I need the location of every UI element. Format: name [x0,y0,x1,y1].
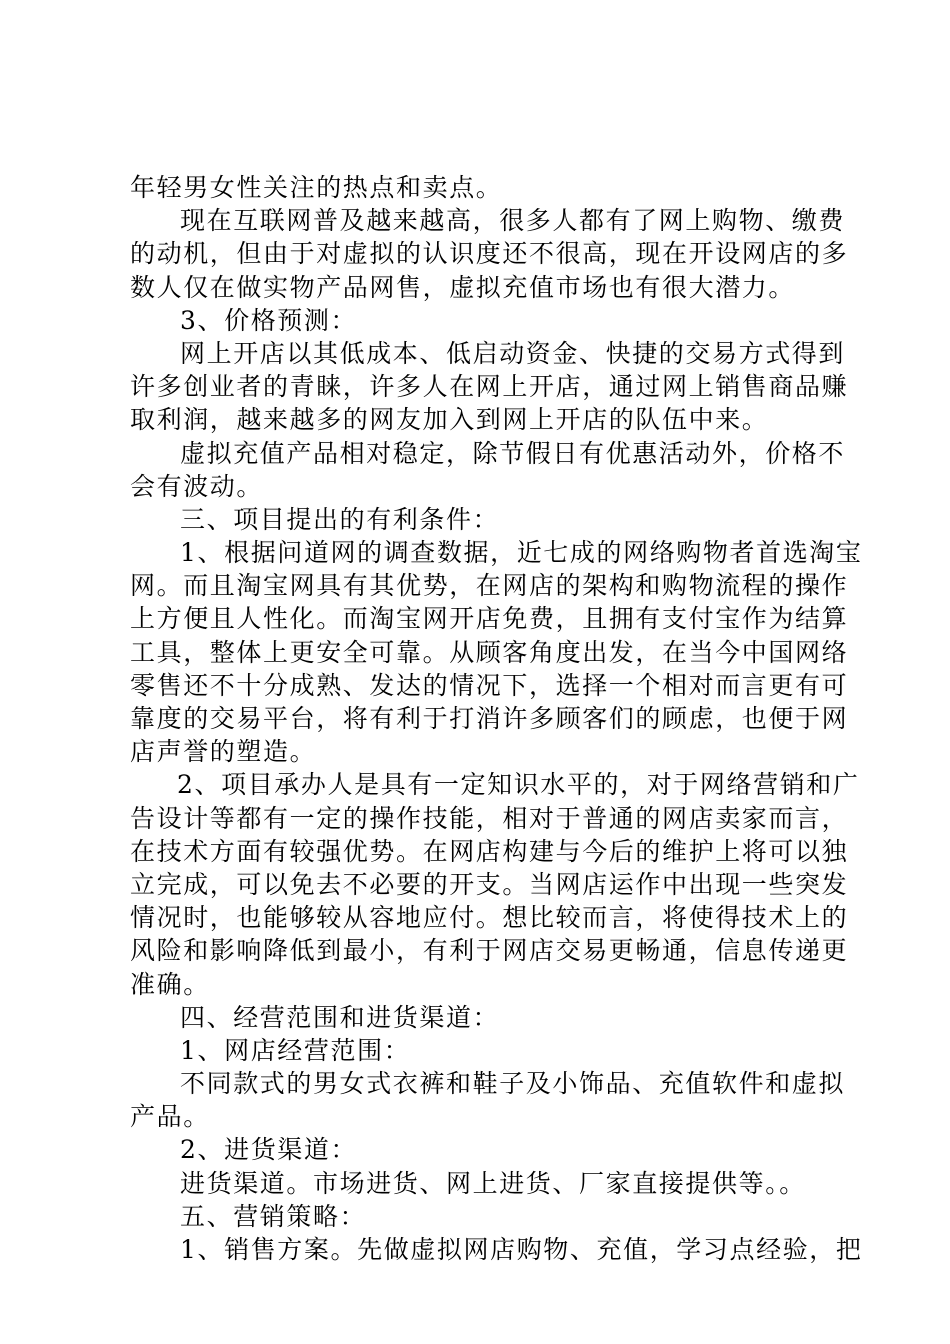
paragraph-line: 的动机，但由于对虚拟的认识度还不很高，现在开设网店的多 [130,239,849,269]
paragraph-line: 许多创业者的青睐，许多人在网上开店，通过网上销售商品赚 [130,372,849,402]
paragraph-line: 取利润，越来越多的网友加入到网上开店的队伍中来。 [130,405,769,435]
paragraph-line: 1、销售方案。先做虚拟网店购物、充值，学习点经验，把 [180,1235,863,1264]
paragraph-line: 2、项目承办人是具有一定知识水平的，对于网络营销和广 [177,770,860,800]
section-heading: 三、项目提出的有利条件： [180,504,500,534]
section-heading: 五、营销策略： [180,1201,367,1231]
paragraph-line: 工具，整体上更安全可靠。从顾客角度出发，在当今中国网络 [130,637,849,667]
paragraph-line: 店声誉的塑造。 [130,737,317,767]
paragraph-line: 零售还不十分成熟、发达的情况下，选择一个相对而言更有可 [130,670,849,700]
paragraph-line: 告设计等都有一定的操作技能，相对于普通的网店卖家而言， [130,803,849,833]
paragraph-line: 情况时，也能够较从容地应付。想比较而言，将使得技术上的 [130,903,849,933]
paragraph-line: 网。而且淘宝网具有其优势，在网店的架构和购物流程的操作 [130,571,849,601]
paragraph-line: 不同款式的男女式衣裤和鞋子及小饰品、充值软件和虚拟 [180,1069,846,1099]
paragraph-line: 进货渠道。市场进货、网上进货、厂家直接提供等。。 [180,1168,806,1198]
paragraph-line: 现在互联网普及越来越高，很多人都有了网上购物、缴费 [180,206,846,236]
paragraph-line: 数人仅在做实物产品网售，虚拟充值市场也有很大潜力。 [130,272,796,302]
paragraph-line: 靠度的交易平台，将有利于打消许多顾客们的顾虑，也便于网 [130,704,849,733]
paragraph-line: 风险和影响降低到最小，有利于网店交易更畅通，信息传递更 [130,936,849,966]
paragraph-line: 虚拟充值产品相对稳定，除节假日有优惠活动外，价格不 [180,438,846,468]
paragraph-line: 立完成，可以免去不必要的开支。当网店运作中出现一些突发 [130,869,849,899]
section-heading: 四、经营范围和进货渠道： [180,1002,500,1032]
paragraph-line: 上方便且人性化。而淘宝网开店免费，且拥有支付宝作为结算 [130,604,849,634]
subsection-heading: 1、网店经营范围： [180,1035,411,1065]
section-heading: 3、价格预测： [180,305,358,335]
paragraph-line: 1、根据问道网的调查数据，近七成的网络购物者首选淘宝 [180,538,863,568]
paragraph-line: 在技术方面有较强优势。在网店构建与今后的维护上将可以独 [130,836,849,866]
subsection-heading: 2、进货渠道： [180,1135,358,1165]
document-body [130,171,863,1266]
paragraph-line: 年轻男女性关注的热点和卖点。 [130,173,503,202]
paragraph-line: 网上开店以其低成本、低启动资金、快捷的交易方式得到 [180,338,846,368]
paragraph-line: 产品。 [130,1102,210,1132]
paragraph-line: 会有波动。 [130,471,264,501]
paragraph-line: 准确。 [130,969,210,999]
